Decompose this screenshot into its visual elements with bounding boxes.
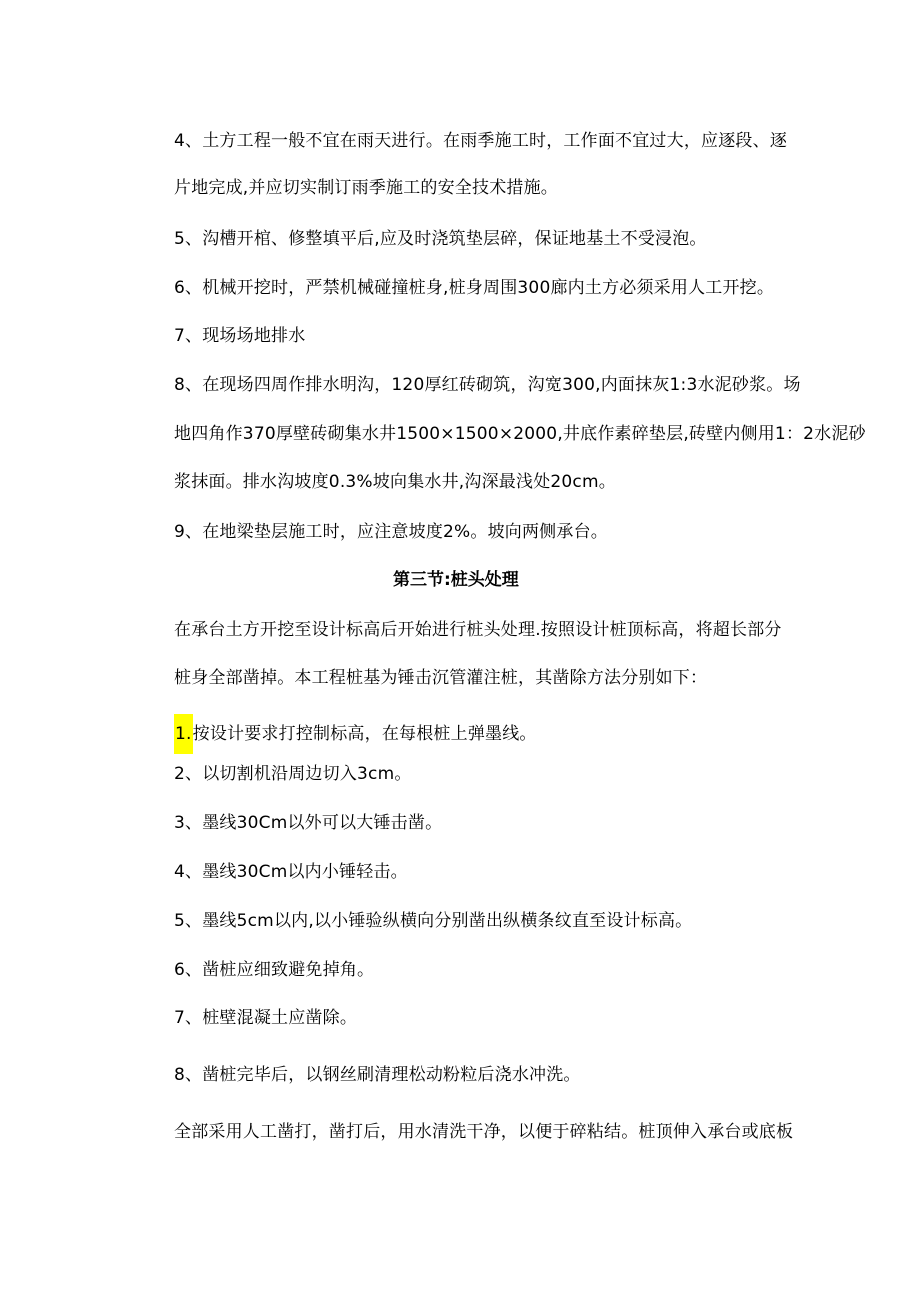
- paragraph-7: 7、现场场地排水: [174, 326, 306, 346]
- step-4: 4、墨线30Cm以内小锤轻击。: [174, 862, 408, 882]
- intro-line-2: 桩身全部凿掉。本工程桩基为锤击沉管灌注桩，其凿除方法分别如下：: [174, 668, 708, 688]
- step-3: 3、墨线30Cm以外可以大锤击凿。: [174, 813, 443, 833]
- step-8: 8、凿桩完毕后，以钢丝刷清理松动粉粒后浇水冲洗。: [174, 1065, 581, 1085]
- step-7: 7、桩壁混凝土应凿除。: [174, 1008, 358, 1028]
- intro-line-1: 在承台土方开挖至设计标高后开始进行桩头处理.按照设计桩顶标高，将超长部分: [174, 620, 782, 640]
- paragraph-4-line-2: 片地完成,并应切实制订雨季施工的安全技术措施。: [174, 178, 559, 198]
- step-5: 5、墨线5cm以内,以小锤验纵横向分别凿出纵横条纹直至设计标高。: [174, 911, 693, 931]
- paragraph-5: 5、沟槽开棺、修整填平后,应及时浇筑垫层碎，保证地基土不受浸泡。: [174, 229, 707, 249]
- paragraph-6: 6、机械开挖时，严禁机械碰撞桩身,桩身周围300廊内土方必须采用人工开挖。: [174, 278, 775, 298]
- step-2: 2、以切割机沿周边切入3cm。: [174, 764, 412, 784]
- paragraph-9: 9、在地梁垫层施工时，应注意坡度2%。坡向两侧承台。: [174, 522, 608, 542]
- paragraph-8-line-3: 浆抹面。排水沟坡度0.3%坡向集水井,沟深最浅处20cm。: [174, 472, 616, 492]
- paragraph-4-line-1: 4、土方工程一般不宜在雨天进行。在雨季施工时，工作面不宜过大，应逐段、逐: [174, 131, 788, 151]
- step-1: [174, 714, 537, 754]
- paragraph-8-line-2: 地四角作370厚壁砖砌集水井1500×1500×2000,井底作素碎垫层,砖壁内侧用1：2水泥砂: [174, 424, 866, 444]
- step-1-text: 按设计要求打控制标高，在每根桩上弹墨线。: [192, 724, 537, 744]
- section-title: 第三节:桩头处理: [393, 570, 519, 590]
- step-1-number-highlight: 1.: [174, 714, 193, 754]
- paragraph-8-line-1: 8、在现场四周作排水明沟，120厚红砖砌筑，沟宽300,内面抹灰1:3水泥砂浆。场: [174, 375, 801, 395]
- closing-line: 全部采用人工凿打，凿打后，用水清洗干净，以便于碎粘结。桩顶伸入承台或底板: [174, 1122, 794, 1142]
- step-6: 6、凿桩应细致避免掉角。: [174, 960, 375, 980]
